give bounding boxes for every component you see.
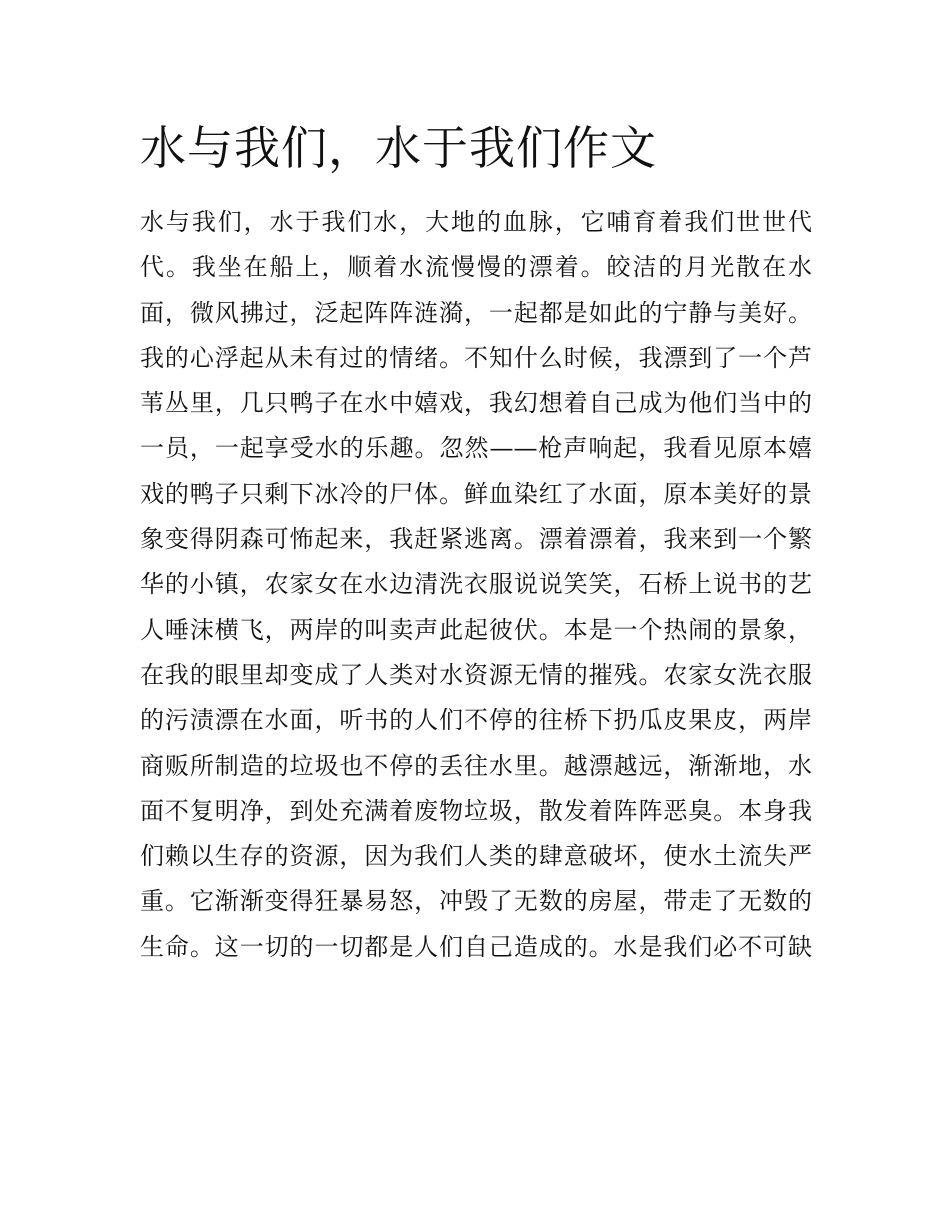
essay-body [140,200,812,970]
essay-line: 的污渍漂在水面，听书的人们不停的往桥下扔瓜皮果皮，两岸 [140,706,812,735]
essay-line: 水与我们，水于我们水，大地的血脉，它哺育着我们世世代 [140,208,812,236]
essay-line: 代。我坐在船上，顺着水流慢慢的漂着。皎洁的月光散在水 [140,253,812,282]
essay-line: 象变得阴森可怖起来，我赶紧逃离。漂着漂着，我来到一个繁 [140,525,812,554]
essay-line: 面，微风拂过，泛起阵阵涟漪，一起都是如此的宁静与美好。 [140,298,812,327]
essay-line: 一员，一起享受水的乐趣。忽然——枪声响起，我看见原本嬉 [140,434,812,463]
essay-line: 人唾沫横飞，两岸的叫卖声此起彼伏。本是一个热闹的景象， [140,615,812,644]
document-title: 水与我们，水于我们作文 [140,121,657,175]
essay-line: 们赖以生存的资源，因为我们人类的肆意破坏，使水土流失严 [140,842,812,871]
essay-line: 重。它渐渐变得狂暴易怒，冲毁了无数的房屋，带走了无数的 [140,887,812,916]
essay-line: 在我的眼里却变成了人类对水资源无情的摧残。农家女洗衣服 [140,660,812,689]
essay-line: 面不复明净，到处充满着废物垃圾，散发着阵阵恶臭。本身我 [140,796,812,825]
essay-line: 我的心浮起从未有过的情绪。不知什么时候，我漂到了一个芦 [140,343,812,372]
essay-line: 华的小镇，农家女在水边清洗衣服说说笑笑，石桥上说书的艺 [140,570,812,599]
essay-line: 苇丛里，几只鸭子在水中嬉戏，我幻想着自己成为他们当中的 [140,389,812,418]
essay-line: 戏的鸭子只剩下冰冷的尸体。鲜血染红了水面，原本美好的景 [140,479,812,508]
essay-line: 生命。这一切的一切都是人们自己造成的。水是我们必不可缺 [140,932,812,961]
essay-line: 商贩所制造的垃圾也不停的丢往水里。越漂越远，渐渐地，水 [140,751,812,780]
